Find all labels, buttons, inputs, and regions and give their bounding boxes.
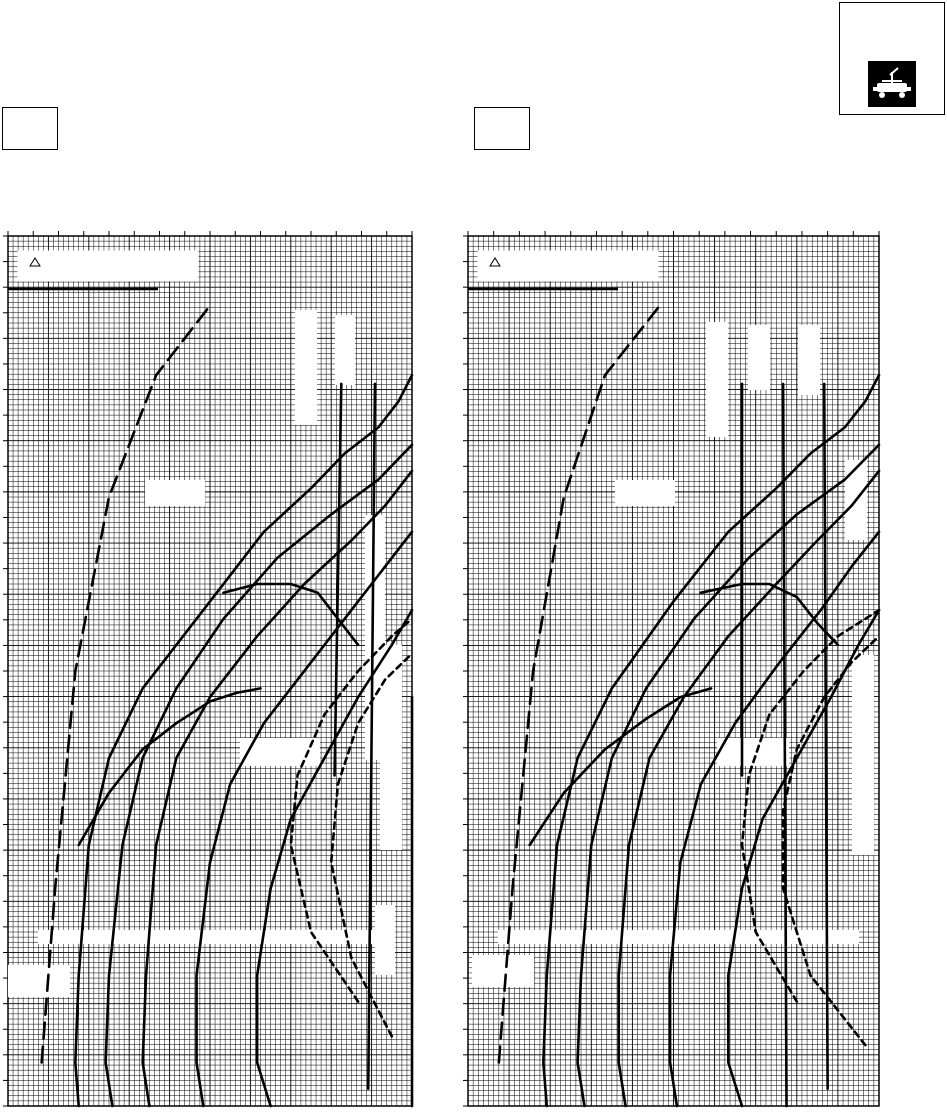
left-bottom-label-strip [38,930,392,944]
right-annotation-panel [706,322,728,437]
right-series-4 [670,532,879,1106]
right-annotation-panel [748,325,770,390]
right-bottom-label-strip [498,930,859,944]
right-series-0 [499,306,660,1063]
left-legend-box [18,251,198,281]
right-legend-box [478,251,658,281]
right-annotation-panel [615,480,675,506]
right-series-12 [824,384,827,1089]
right-annotation-panel [798,325,820,395]
right-annotation-panel [852,655,874,855]
left-annotation-panel [335,315,355,385]
left-annotation-panel [145,480,205,506]
left-annotation-panel [8,965,70,997]
right-annotation-panel [472,955,534,987]
right-series-1 [543,375,879,1106]
left-series-10 [335,384,342,776]
left-annotation-panel [295,310,317,425]
